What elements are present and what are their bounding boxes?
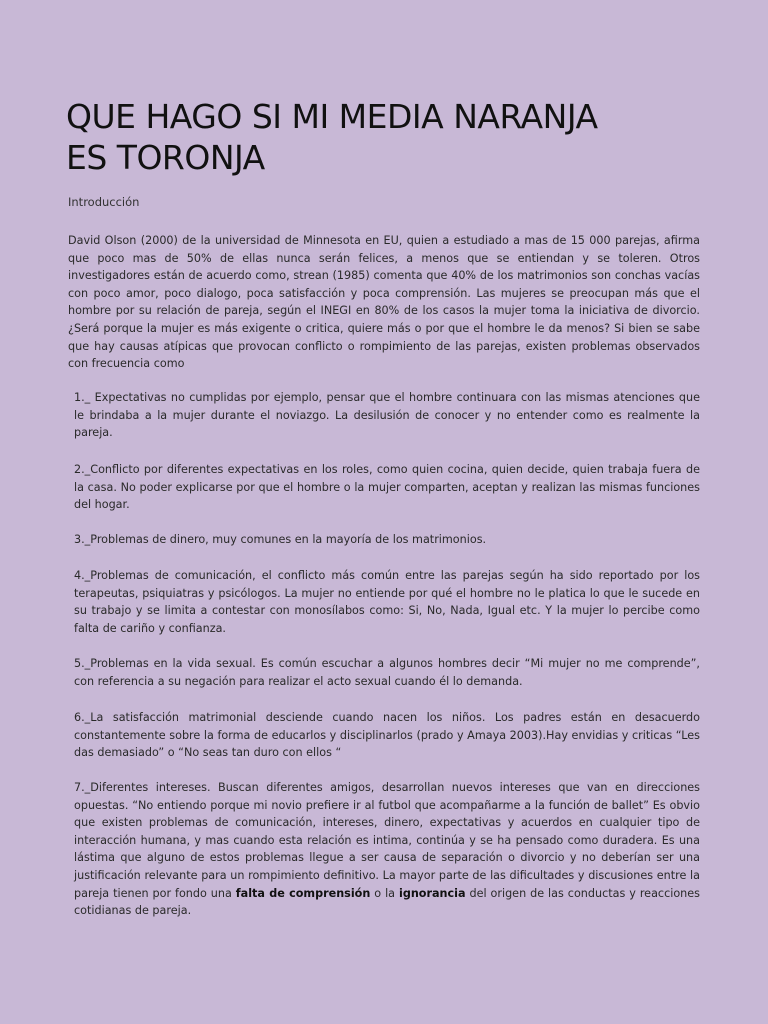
section-heading: Introducción bbox=[68, 195, 140, 209]
list-item-5: 5._Problemas en la vida sexual. Es común escuchar a algunos hombres decir “Mi mujer no me comprende”, con referencia a su negación para realizar el acto sexual cuando él lo demanda. bbox=[74, 657, 700, 688]
item-7-mid-text: o la bbox=[370, 886, 399, 900]
list-item-6: 6._La satisfacción matrimonial desciende cuando nacen los niños. Los padres están en desacuerdo constantemente sobre la forma de educarlos y disciplinarlos (prado y Amaya 2003).Hay envidias y criticas “Les das demasiado” o “No seas tan duro con ellos “ bbox=[74, 711, 700, 760]
list-item-3: 3._Problemas de dinero, muy comunes en la mayoría de los matrimonios. bbox=[74, 533, 487, 546]
list-item-2: 2._Conflicto por diferentes expectativas en los roles, como quien cocina, quien decide, quien trabaja fuera de la casa. No poder explicarse por que el hombre o la mujer comparten, aceptan y realizan las mismas funciones del hogar. bbox=[74, 463, 700, 512]
list-item-7 bbox=[74, 779, 700, 920]
list-item-1: 1._ Expectativas no cumplidas por ejemplo, pensar que el hombre continuara con las mismas atenciones que le brindaba a la mujer durante el noviazgo. La desilusión de conocer y no entender como es realmente la pareja. bbox=[74, 391, 700, 440]
item-7-text: 7._Diferentes intereses. Buscan diferentes amigos, desarrollan nuevos intereses que van en direcciones opuestas. “No entiendo porque mi novio prefiere ir al futbol que acompañarme a la función de ballet” Es obvio que existen problemas de comunicación, intereses, dinero, expectativas y acuerdos en cualquier tipo de interacción humana, y mas cuando esta relación es intima, continúa y se ha pensado como duradera. Es una lástima que alguno de estos problemas llegue a ser causa de separación o divorcio y no deberían ser una justificación relevante para un rompimiento definitivo. La mayor parte de las dificultades y discusiones entre la pareja tienen por fondo una bbox=[74, 781, 700, 900]
item-7-end-text: del origen de las conductas y reacciones cotidianas de pareja. bbox=[74, 886, 700, 918]
document-title bbox=[66, 96, 706, 178]
list-item-4: 4._Problemas de comunicación, el conflicto más común entre las parejas según ha sido reportado por los terapeutas, psiquiatras y psicólogos. La mujer no entiende por qué el hombre no le platica lo que le sucede en su trabajo y se limita a contestar con monosílabos como: Si, No, Nada, Igual etc. Y la mujer lo percibe como falta de cariño y confianza. bbox=[74, 569, 700, 635]
item-7-bold-comprension: falta de comprensión bbox=[235, 886, 371, 900]
title-line-1: QUE HAGO SI MI MEDIA NARANJA bbox=[66, 97, 598, 136]
title-line-2: ES TORONJA bbox=[66, 138, 265, 177]
item-7-bold-ignorancia: ignorancia bbox=[398, 886, 466, 900]
intro-paragraph: David Olson (2000) de la universidad de Minnesota en EU, quien a estudiado a mas de 15 000 parejas, afirma que poco mas de 50% de ellas nunca serán felices, a menos que se entiendan y se toleren. Otros investigadores están de acuerdo como, strean (1985) comenta que 40% de los matrimonios son conchas vacías con poco amor, poco dialogo, poca satisfacción y poca comprensión. Las mujeres se preocupan más que el hombre por su relación de pareja, según el INEGI en 80% de los casos la mujer toma la iniciativa de divorcio. ¿Será porque la mujer es más exigente o critica, quiere más o por que el hombre le da menos? Si bien se sabe que hay causas atípicas que provocan conflicto o rompimiento de las parejas, existen problemas observados con frecuencia como bbox=[68, 234, 700, 371]
